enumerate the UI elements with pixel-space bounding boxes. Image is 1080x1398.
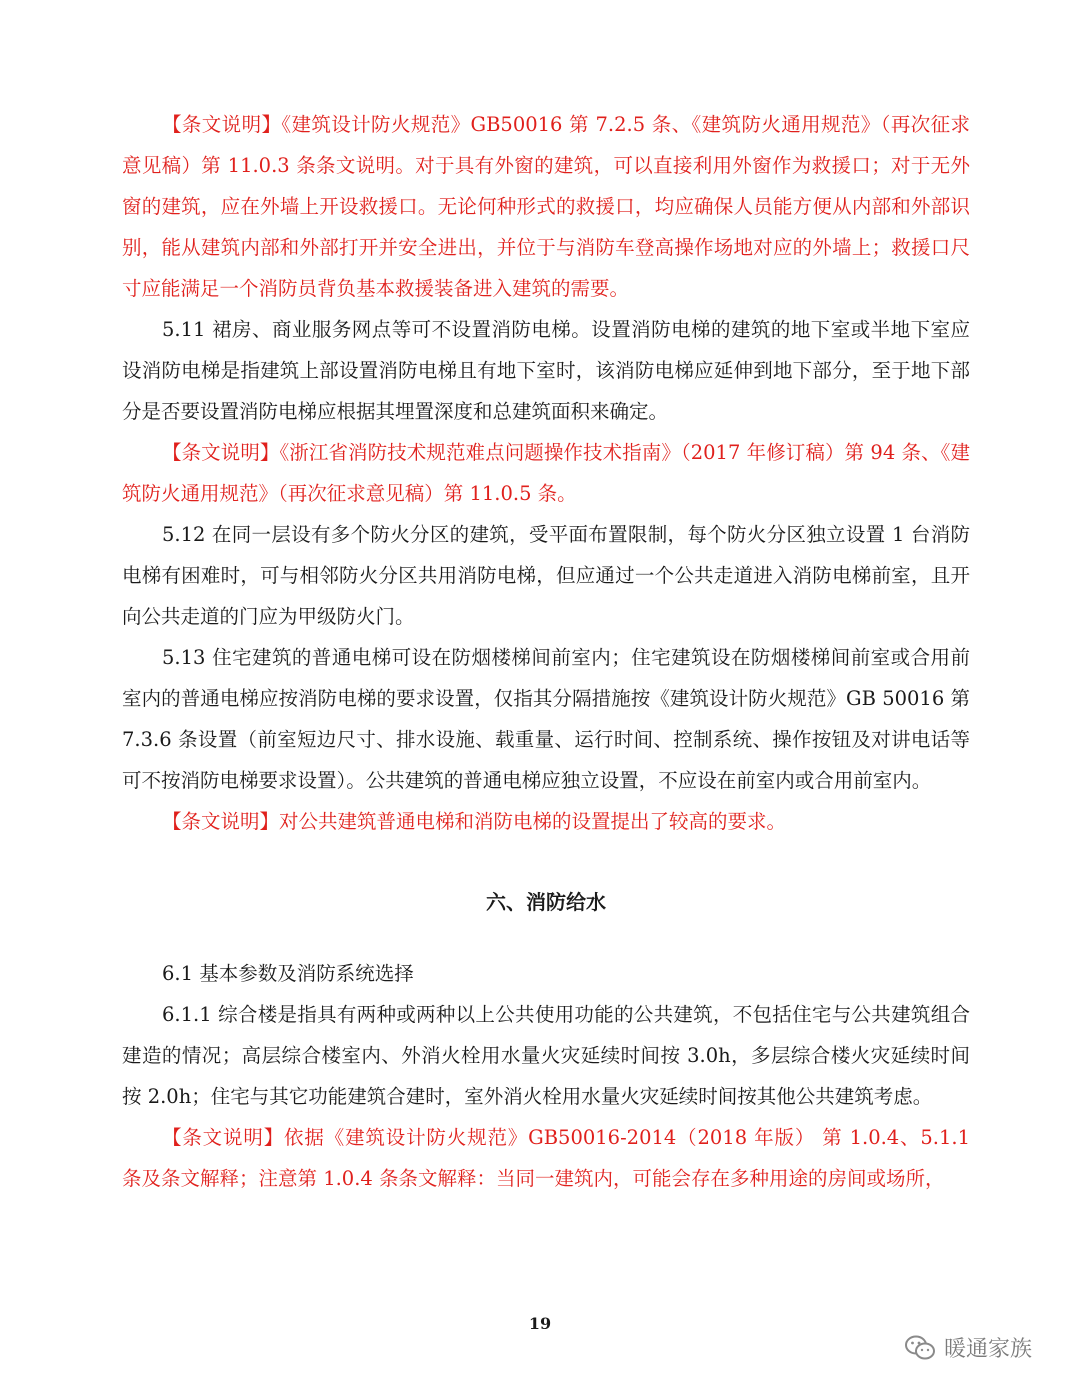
wechat-icon [904, 1334, 936, 1362]
clause-5-12: 5.12 在同一层设有多个防火分区的建筑，受平面布置限制，每个防火分区独立设置 1 台消防电梯有困难时，可与相邻防火分区共用消防电梯，但应通过一个公共走道进入消防电梯前室，且开向公共走道的门应为甲级防火门。 [122, 523, 970, 628]
clause-note-5-11: 【条文说明】《浙江省消防技术规范难点问题操作技术指南》（2017 年修订稿）第 94 条、《建筑防火通用规范》（再次征求意见稿）第 11.0.5 条。 [122, 441, 970, 505]
document-page [122, 104, 970, 1199]
clause-6-1-1: 6.1.1 综合楼是指具有两种或两种以上公共使用功能的公共建筑，不包括住宅与公共建筑组合建造的情况；高层综合楼室内、外消火栓用水量火灾延续时间按 3.0h，多层综合楼火灾延续时间按 2.0h；住宅与其它功能建筑合建时，室外消火栓用水量火灾延续时间按其他公共建筑考虑。 [122, 1003, 970, 1108]
clause-note-5-13: 【条文说明】对公共建筑普通电梯和消防电梯的设置提出了较高的要求。 [162, 810, 787, 833]
clause-5-13: 5.13 住宅建筑的普通电梯可设在防烟楼梯间前室内；住宅建筑设在防烟楼梯间前室或合用前室内的普通电梯应按消防电梯的要求设置，仅指其分隔措施按《建筑设计防火规范》GB 50016 第 7.3.6 条设置（前室短边尺寸、排水设施、载重量、运行时间、控制系统、操作按钮及对讲电话等可不按消防电梯要求设置）。公共建筑的普通电梯应独立设置，不应设在前室内或合用前室内。 [122, 646, 970, 792]
page-number: 19 [528, 1314, 552, 1333]
section-heading: 六、消防给水 [486, 890, 606, 914]
watermark [904, 1332, 1032, 1363]
clause-5-11: 5.11 裙房、商业服务网点等可不设置消防电梯。设置消防电梯的建筑的地下室或半地下室应设消防电梯是指建筑上部设置消防电梯且有地下室时，该消防电梯应延伸到地下部分，至于地下部分是否要设置消防电梯应根据其埋置深度和总建筑面积来确定。 [122, 318, 970, 423]
clause-6-1: 6.1 基本参数及消防系统选择 [162, 962, 414, 985]
watermark-text: 暖通家族 [944, 1337, 1033, 1362]
clause-note-7-2-5: 【条文说明】《建筑设计防火规范》GB50016 第 7.2.5 条、《建筑防火通用规范》（再次征求意见稿）第 11.0.3 条条文说明。对于具有外窗的建筑，可以直接利用外窗作为救援口；对于无外窗的建筑，应在外墙上开设救援口。无论何种形式的救援口，均应确保人员能方便从内部和外部识别，能从建筑内部和外部打开并安全进出，并位于与消防车登高操作场地对应的外墙上；救援口尺寸应能满足一个消防员背负基本救援装备进入建筑的需要。 [122, 113, 970, 300]
clause-note-6-1-1: 【条文说明】依据《建筑设计防火规范》GB50016-2014（2018 年版） 第 1.0.4、5.1.1 条及条文解释；注意第 1.0.4 条条文解释：当同一建筑内，可能会存在多种用途的房间或场所， [122, 1126, 970, 1190]
